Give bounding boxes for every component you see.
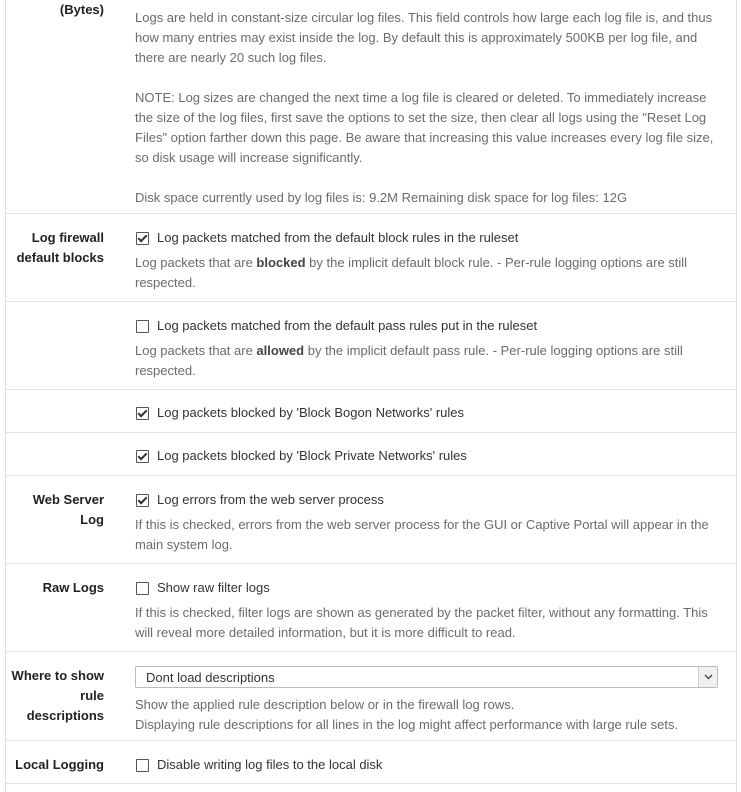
checkbox-checked-icon[interactable] [136,494,149,507]
checkbox-unchecked-icon[interactable] [136,582,149,595]
log-default-block-rules-help: Log packets that are blocked by the implicit default block rule. - Per-rule logging options are still respected. [135,255,688,290]
raw-logs-label: Raw Logs [42,580,104,595]
log-bogon-networks-checkbox[interactable]: Log packets blocked by 'Block Bogon Networks' rules [135,403,723,423]
checkbox-checked-icon[interactable] [136,232,149,245]
rule-descriptions-help: Show the applied rule description below or in the firewall log rows. [135,697,515,712]
log-bogon-row [6,390,736,433]
checkbox-unchecked-icon[interactable] [136,320,149,333]
local-logging-row [6,741,736,784]
web-server-log-checkbox[interactable]: Log errors from the web server process [135,490,723,510]
log-file-size-note: NOTE: Log sizes are changed the next time a log file is cleared or deleted. To immediately increase the size of the log files, first save the options to set the size, then clear all logs using the "Reset Log Files" option farther down this page. Be aware that increasing this value increases every log file size, so disk usage will increase significantly. [135,90,714,165]
disable-local-logging-checkbox[interactable]: Disable writing log files to the local disk [135,755,723,775]
settings-panel [5,0,737,792]
raw-logs-row [6,564,736,652]
local-logging-label: Local Logging [15,757,104,772]
log-default-pass-rules-help: Log packets that are allowed by the implicit default pass rule. - Per-rule logging options are still respected. [135,343,683,378]
log-default-pass-rules-row [6,302,736,390]
log-private-row [6,433,736,476]
raw-logs-help: If this is checked, filter logs are shown as generated by the packet filter, without any formatting. This will reveal more detailed information, but it is more difficult to read. [135,605,708,640]
log-firewall-default-blocks-label: Log firewall default blocks [16,230,104,265]
disk-space-info: Disk space currently used by log files is: 9.2M Remaining disk space for log files: 12G [135,190,628,205]
checkbox-checked-icon[interactable] [136,450,149,463]
log-file-size-label: (Bytes) [59,2,104,17]
log-default-pass-rules-checkbox[interactable]: Log packets matched from the default pass rules put in the ruleset [135,316,723,336]
log-default-block-rules-checkbox[interactable]: Log packets matched from the default block rules in the ruleset [135,228,723,248]
rule-descriptions-label: Where to show rule descriptions [11,668,104,723]
checkbox-checked-icon[interactable] [136,407,149,420]
rule-descriptions-select[interactable]: Dont load descriptions [135,666,718,688]
rule-descriptions-performance-note: Displaying rule descriptions for all lines in the log might affect performance with large rule sets. [135,717,679,732]
rule-descriptions-row [6,652,736,741]
log-file-size-row [6,0,736,214]
log-private-networks-checkbox[interactable]: Log packets blocked by 'Block Private Networks' rules [135,446,723,466]
log-file-size-help: Logs are held in constant-size circular log files. This field controls how large each log file is, and thus how many entries may exist inside the log. By default this is approximately 500KB per log file, and there are nearly 20 such log files. [135,10,713,65]
web-server-log-help: If this is checked, errors from the web server process for the GUI or Captive Portal will appear in the main system log. [135,517,709,552]
log-firewall-default-blocks-row [6,214,736,302]
checkbox-unchecked-icon[interactable] [136,759,149,772]
chevron-down-icon[interactable] [698,667,717,687]
web-server-log-label: Web Server Log [32,492,104,527]
raw-logs-checkbox[interactable]: Show raw filter logs [135,578,723,598]
web-server-log-row [6,476,736,564]
